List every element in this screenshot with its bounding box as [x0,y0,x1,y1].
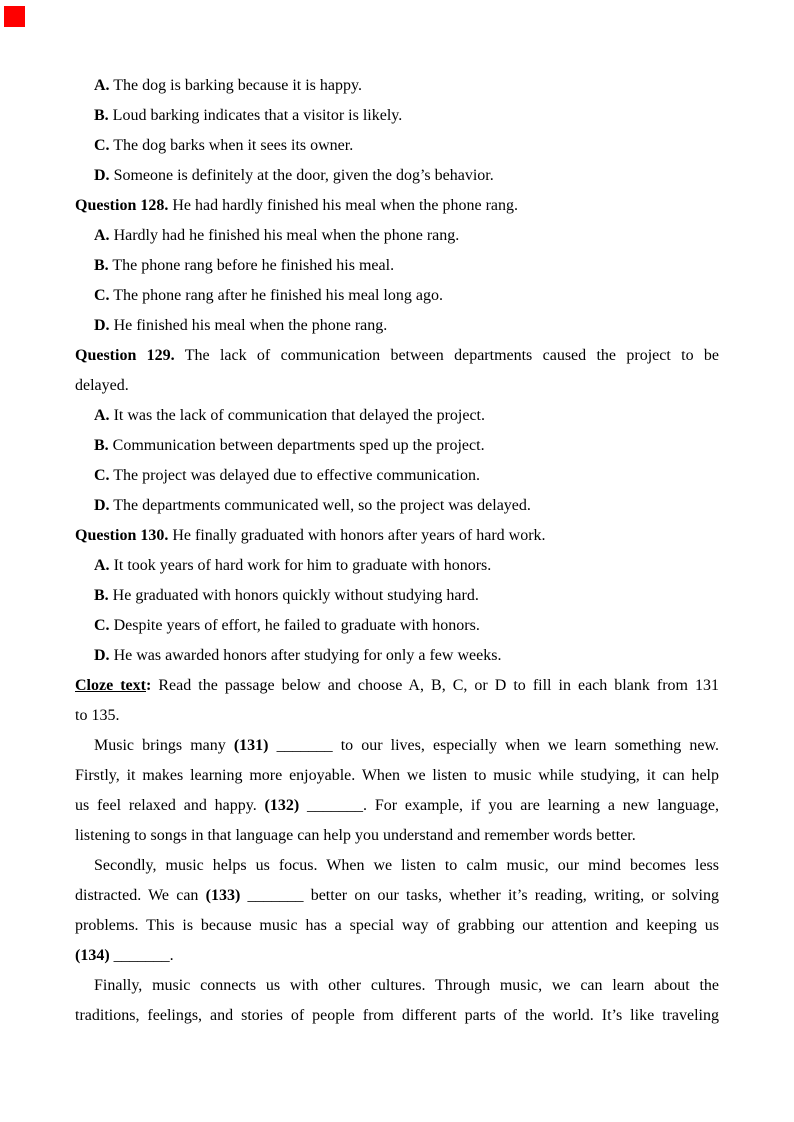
text-segment: He finished his meal when the phone rang. [109,317,388,334]
question-127-option-d [75,161,719,191]
bold-text-segment: B. [94,437,109,454]
text-segment: He was awarded honors after studying for only a few weeks. [109,647,502,664]
text-segment: Loud barking indicates that a visitor is likely. [108,107,403,124]
text-segment: He graduated with honors quickly without studying hard. [108,587,479,604]
question-129-option-d [75,491,719,521]
bold-text-segment: A. [94,77,110,94]
cloze-paragraph-1-line-1 [75,731,719,761]
text-segment: us feel relaxed and happy. [75,797,265,814]
bold-text-segment: C. [94,137,110,154]
text-segment: to 135. [75,707,120,724]
bold-text-segment: D. [94,317,110,334]
text-segment: Secondly, music helps us focus. When we listen to calm music, our mind becomes less [94,857,719,874]
document-content [75,71,719,1031]
cloze-paragraph-2-line-1 [75,851,719,881]
bold-text-segment: B. [94,257,109,274]
text-segment: Music brings many [94,737,234,754]
cloze-paragraph-3-line-1 [75,971,719,1001]
text-segment: He had hardly finished his meal when the phone rang. [168,197,519,214]
cloze-paragraph-1-line-2 [75,761,719,791]
cloze-paragraph-2-line-4 [75,941,719,971]
question-130-option-d [75,641,719,671]
bold-text-segment: A. [94,557,110,574]
text-segment: The dog barks when it sees its owner. [109,137,354,154]
question-128-option-d [75,311,719,341]
bold-text-segment: C. [94,287,110,304]
text-segment: The lack of communication between departments caused the project to be [174,347,719,364]
text-segment: delayed. [75,377,129,394]
question-127-option-b [75,101,719,131]
text-segment: listening to songs in that language can help you understand and remember words better. [75,827,636,844]
text-segment: _______. For example, if you are learning a new language, [299,797,719,814]
text-segment: Read the passage below and choose A, B, C, or D to fill in each blank from 131 [151,677,719,694]
bold-text-segment: (134) [75,947,110,964]
bold-text-segment: Question 130. [75,527,169,544]
text-segment: _______. [109,947,174,964]
cloze-paragraph-1-line-4 [75,821,719,851]
text-segment: distracted. We can [75,887,206,904]
question-127-option-c [75,131,719,161]
bold-text-segment: Question 129. [75,347,175,364]
text-segment: problems. This is because music has a special way of grabbing our attention and keeping us [75,917,719,934]
text-segment: Someone is definitely at the door, given the dog’s behavior. [109,167,494,184]
cloze-instruction-line-2 [75,701,719,731]
bold-text-segment: B. [94,587,109,604]
bold-text-segment: D. [94,647,110,664]
bold-text-segment: Question 128. [75,197,169,214]
bold-text-segment: B. [94,107,109,124]
bold-text-segment: D. [94,167,110,184]
bold-text-segment: D. [94,497,110,514]
red-corner-marker [4,6,25,27]
question-128-option-b [75,251,719,281]
bold-text-segment: (131) [233,737,269,754]
text-segment: The departments communicated well, so the project was delayed. [109,497,531,514]
question-130-option-c [75,611,719,641]
text-segment: The dog is barking because it is happy. [109,77,362,94]
bold-text-segment: A. [94,407,110,424]
bold-text-segment: (132) [264,797,300,814]
bold-text-segment: Cloze text [75,677,146,694]
question-129-stem-line-2 [75,371,719,401]
question-129-stem-line-1 [75,341,719,371]
bold-text-segment: C. [94,467,110,484]
text-segment: It was the lack of communication that delayed the project. [109,407,485,424]
cloze-instruction-line-1 [75,671,719,701]
question-127-option-a [75,71,719,101]
question-129-option-c [75,461,719,491]
text-segment: He finally graduated with honors after years of hard work. [168,527,546,544]
text-segment: Communication between departments sped up the project. [108,437,485,454]
text-segment: Despite years of effort, he failed to graduate with honors. [109,617,480,634]
question-128-option-c [75,281,719,311]
text-segment: The phone rang after he finished his meal long ago. [109,287,443,304]
question-129-option-a [75,401,719,431]
cloze-paragraph-3-line-2 [75,1001,719,1031]
question-130-option-a [75,551,719,581]
text-segment: Finally, music connects us with other cultures. Through music, we can learn about the [94,977,719,994]
cloze-paragraph-2-line-2 [75,881,719,911]
question-130-stem [75,521,719,551]
text-segment: The phone rang before he finished his meal. [108,257,395,274]
text-segment: traditions, feelings, and stories of people from different parts of the world. It’s like traveling [75,1007,719,1024]
question-129-option-b [75,431,719,461]
bold-text-segment: : [146,677,152,694]
text-segment: Firstly, it makes learning more enjoyable. When we listen to music while studying, it can help [75,767,719,784]
bold-text-segment: A. [94,227,110,244]
question-128-stem [75,191,719,221]
question-130-option-b [75,581,719,611]
cloze-paragraph-1-line-3 [75,791,719,821]
question-128-option-a [75,221,719,251]
text-segment: _______ better on our tasks, whether it’s reading, writing, or solving [240,887,719,904]
text-segment: It took years of hard work for him to graduate with honors. [109,557,492,574]
text-segment: The project was delayed due to effective communication. [109,467,480,484]
text-segment: _______ to our lives, especially when we learn something new. [268,737,719,754]
text-segment: Hardly had he finished his meal when the phone rang. [109,227,460,244]
cloze-paragraph-2-line-3 [75,911,719,941]
bold-text-segment: (133) [205,887,241,904]
bold-text-segment: C. [94,617,110,634]
